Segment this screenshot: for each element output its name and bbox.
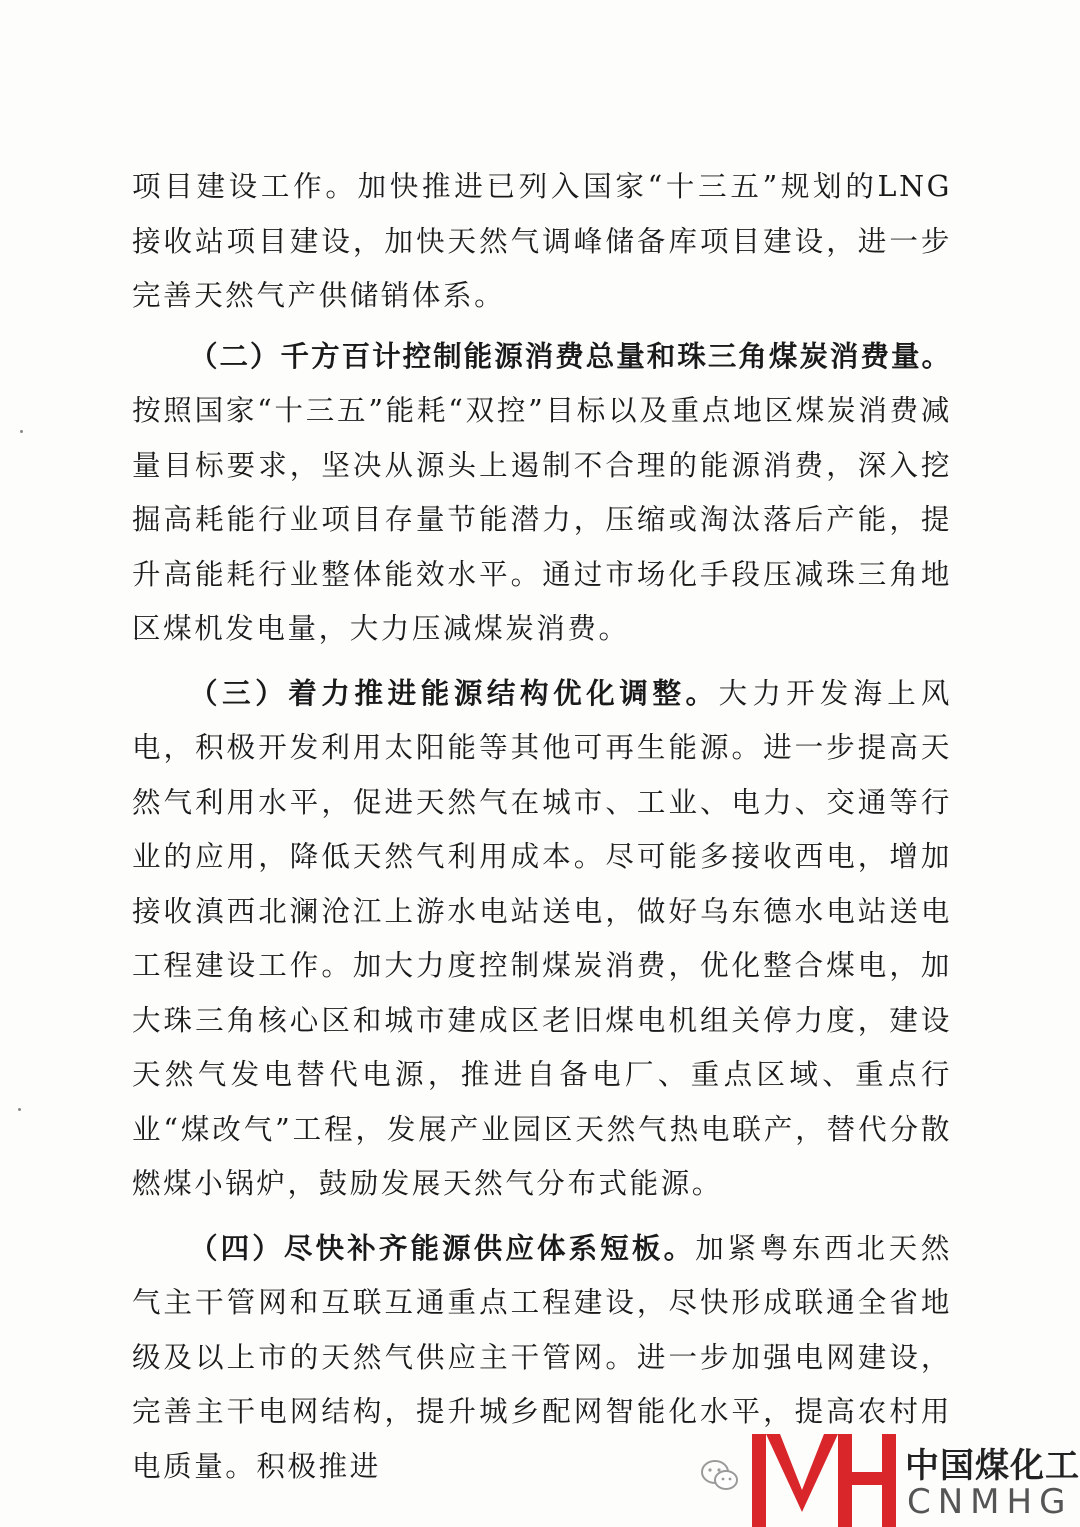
document-body	[132, 160, 952, 1504]
paragraph-2-heading: （二）千方百计控制能源消费总量和珠三角煤炭消费量。	[189, 339, 952, 373]
scan-speck	[18, 1108, 21, 1111]
wechat-icon	[700, 1458, 740, 1494]
paragraph-4-heading: （四）尽快补齐能源供应体系短板。	[189, 1231, 696, 1265]
paragraph-3	[132, 667, 952, 1212]
paragraph-2	[132, 330, 952, 657]
paragraph-3-body: 大力开发海上风电，积极开发利用太阳能等其他可再生能源。进一步提高天然气利用水平，促进天然气在城市、工业、电力、交通等行业的应用，降低天然气利用成本。尽可能多接收西电，增加接收滇西北澜沧江上游水电站送电，做好乌东德水电站送电工程建设工作。加大力度控制煤炭消费，优化整合煤电，加大珠三角核心区和城市建成区老旧煤电机组关停力度，建设天然气发电替代电源，推进自备电厂、重点区域、重点行业“煤改气”工程，发展产业园区天然气热电联产，替代分散燃煤小锅炉，鼓励发展天然气分布式能源。	[132, 676, 952, 1200]
paragraph-1-body: 项目建设工作。加快推进已列入国家“十三五”规划的LNG接收站项目建设，加快天然气调峰储备库项目建设，进一步完善天然气产供储销体系。	[132, 170, 952, 312]
paragraph-1	[132, 160, 952, 324]
scan-speck	[20, 430, 23, 433]
logo-text-cn: 中国煤化工	[905, 1446, 1080, 1486]
paragraph-2-body: 按照国家“十三五”能耗“双控”目标以及重点地区煤炭消费减量目标要求，坚决从源头上遏制不合理的能源消费，深入挖掘高耗能行业项目存量节能潜力，压缩或淘汰落后产能，提升高能耗行业整体能效水平。通过市场化手段压减珠三角地区煤机发电量，大力压减煤炭消费。	[132, 394, 952, 645]
watermark-logo	[700, 1430, 1080, 1527]
paragraph-3-heading: （三）着力推进能源结构优化调整。	[189, 676, 719, 710]
paragraph-4-body: 加紧粤东西北天然气主干管网和互联互通重点工程建设，尽快形成联通全省地级及以上市的天然气供应主干管网。进一步加强电网建设，完善主干电网结构，提升城乡配网智能化水平，提高农村用电质量。积极推进	[132, 1231, 952, 1483]
logo-mark-icon	[752, 1430, 902, 1527]
logo-text-en: CNMHG	[907, 1482, 1073, 1522]
